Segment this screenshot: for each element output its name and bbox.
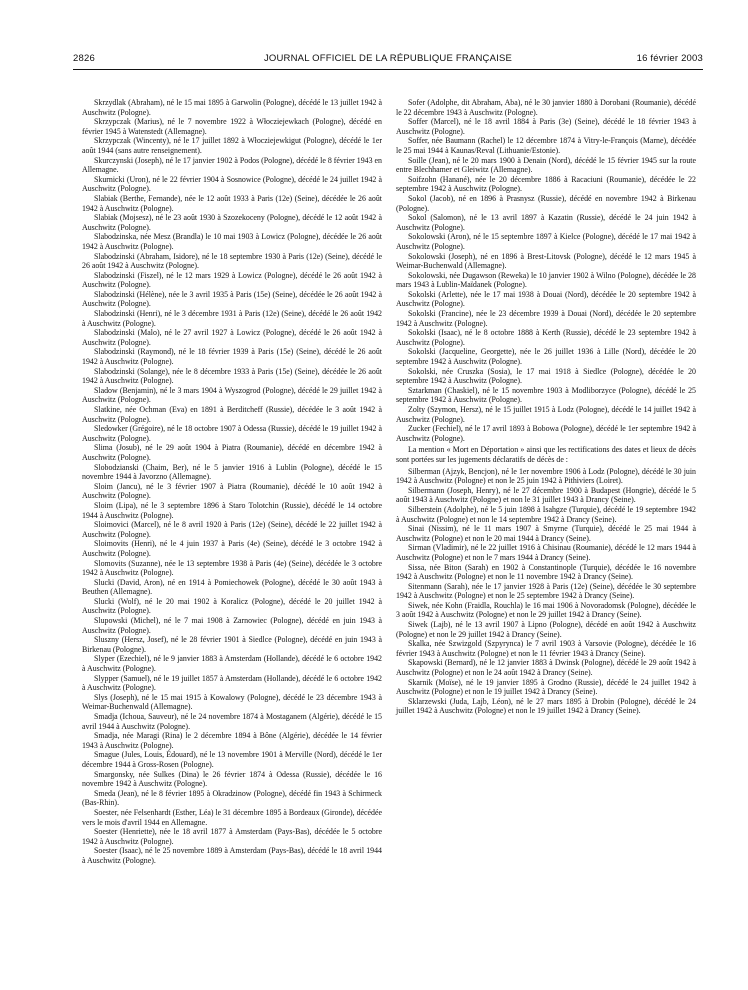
right-entry-28: Skalka, née Szwizgold (Szpyrynca) le 7 avril 1903 à Varsovie (Pologne), décédée le 16 février 1943 à Auschwitz (Pologne) et non le 11 février 1943 à Drancy (Seine). bbox=[396, 639, 696, 658]
right-column bbox=[396, 98, 696, 716]
left-entry-37: Soester, née Felsenhardt (Esther, Léa) le 31 décembre 1895 à Bordeaux (Gironde), décédée vers le mois d'avril 1944 en Allemagne. bbox=[82, 807, 382, 827]
left-entry-30: Slypper (Samuel), né le 19 juillet 1857 à Amsterdam (Hollande), décédé le 6 octobre 1942 à Auschwitz (Pologne). bbox=[82, 673, 382, 693]
left-entry-12: Slabodzinski (Malo), né le 27 avril 1927 à Lowicz (Pologne), décédé le 26 août 1942 à Auschwitz (Pologne). bbox=[82, 328, 382, 347]
left-entry-39: Soester (Isaac), né le 25 novembre 1889 à Amsterdam (Pays-Bas), décédé le 18 avril 1944 à Auschwitz (Pologne). bbox=[82, 846, 382, 865]
right-entry-21: Silberstein (Adolphe), né le 5 juin 1898 à Isahgze (Turquie), décédé le 19 septembre 1942 à Auschwitz (Pologne) et non le 14 septembre 1942 à Drancy (Seine). bbox=[396, 504, 696, 524]
left-entry-34: Smague (Jules, Louis, Édouard), né le 13 novembre 1901 à Merville (Nord), décédé le 1er décembre 1944 à Gross-Rosen (Pologne). bbox=[82, 750, 382, 769]
left-entry-25: Slucki (David, Aron), né en 1914 à Pomiechowek (Pologne), décédé le 30 août 1943 à Beuthen (Allemagne). bbox=[82, 577, 382, 597]
right-entry-14: Sokolski, née Cruszka (Sosia), le 17 mai 1918 à Siedlce (Pologne), décédée le 20 septembre 1942 à Auschwitz (Pologne). bbox=[396, 366, 696, 386]
left-entry-14: Slabodzinski (Solange), née le 8 décembre 1933 à Paris (15e) (Seine), décédée le 26 août 1942 à Auschwitz (Pologne). bbox=[82, 366, 382, 386]
right-entry-2: Soffer, née Baumann (Rachel) le 12 décembre 1874 à Vitry-le-François (Marne), décédée le 25 mai 1944 à Kaunas/Reval (Lithuanie/Estonie). bbox=[396, 136, 696, 155]
left-entry-5: Slabiak (Berthe, Fernande), née le 12 août 1933 à Paris (12e) (Seine), décédée le 26 août 1942 à Auschwitz (Pologne). bbox=[82, 193, 382, 213]
right-entry-19: Silberman (Ajzyk, Bencjon), né le 1er novembre 1906 à Lodz (Pologne), décédé le 30 juin 1942 à Auschwitz (Pologne) et non le 25 juin 1942 à Pithiviers (Loiret). bbox=[396, 466, 696, 486]
left-entry-11: Slabodzinski (Henri), né le 3 décembre 1931 à Paris (12e) (Seine), décédé le 26 août 1942 à Auschwitz (Pologne). bbox=[82, 309, 382, 328]
right-entry-16: Zolty (Szymon, Hersz), né le 15 juillet 1915 à Lodz (Pologne), décédé le 14 juillet 1942 à Auschwitz (Pologne). bbox=[396, 405, 696, 424]
issue-date: 16 février 2003 bbox=[636, 53, 703, 64]
right-entry-8: Sokolowski (Joseph), né en 1896 à Brest-Litovsk (Pologne), décédé le 12 mars 1945 à Weimar-Buchenwald (Allemagne). bbox=[396, 251, 696, 271]
left-entry-26: Slucki (Wolf), né le 20 mai 1902 à Koralicz (Pologne), décédé le 20 juillet 1942 à Auschwitz (Pologne). bbox=[82, 596, 382, 616]
left-entry-27: Slupowski (Michel), né le 7 mai 1908 à Zarnowiec (Pologne), décédé en juin 1943 à Auschwitz (Pologne). bbox=[82, 616, 382, 635]
left-entry-28: Sluszny (Hersz, Josef), né le 28 février 1901 à Siedlce (Pologne), décédé en juin 1943 à Birkenau (Pologne). bbox=[82, 635, 382, 654]
right-entry-30: Skarnik (Moïse), né le 19 janvier 1895 à Grodno (Russie), décédé le 24 juillet 1942 à Auschwitz (Pologne) et non le 19 juillet 1942 à Drancy (Seine). bbox=[396, 677, 696, 697]
right-entry-11: Sokolski (Francine), née le 23 décembre 1939 à Douai (Nord), décédée le 20 septembre 1942 à Auschwitz (Pologne). bbox=[396, 309, 696, 328]
right-entry-25: Sitenmann (Sarah), née le 17 janvier 1928 à Paris (12e) (Seine), décédée le 30 septembre 1942 à Auschwitz (Pologne) et non le 25 septembre 1942 à Drancy (Seine). bbox=[396, 581, 696, 601]
right-entry-5: Sokol (Jacob), né en 1896 à Prasnysz (Russie), décédé en novembre 1942 à Birkenau (Pologne). bbox=[396, 193, 696, 213]
left-entry-16: Slatkine, née Ochman (Eva) en 1891 à Berditcheff (Russie), décédée le 3 août 1942 à Auschwitz (Pologne). bbox=[82, 405, 382, 424]
left-entry-0: Skrzydlak (Abraham), né le 15 mai 1895 à Garwolin (Pologne), décédé le 13 juillet 1942 à Auschwitz (Pologne). bbox=[82, 98, 382, 117]
right-entry-6: Sokol (Salomon), né le 13 avril 1897 à Kazatin (Russie), décédé le 24 juin 1942 à Auschwitz (Pologne). bbox=[396, 213, 696, 232]
header-rule bbox=[73, 69, 703, 70]
left-entry-35: Smargonsky, née Sulkes (Dina) le 26 février 1874 à Odessa (Russie), décédée le 16 novembre 1942 à Auschwitz (Pologne). bbox=[82, 769, 382, 789]
page-header bbox=[73, 53, 703, 69]
right-entry-23: Sirman (Vladimir), né le 22 juillet 1916 à Chisinau (Roumanie), décédé le 12 mars 1944 à Auschwitz (Pologne) et non le 7 mars 1944 à Drancy (Seine). bbox=[396, 543, 696, 562]
left-entry-13: Slabodzinski (Raymond), né le 18 février 1939 à Paris (15e) (Seine), décédé le 26 août 1942 à Auschwitz (Pologne). bbox=[82, 347, 382, 367]
right-entry-15: Sztarkman (Chaskiel), né le 15 novembre 1903 à Modliborzyce (Pologne), décédé le 25 septembre 1942 à Auschwitz (Pologne). bbox=[396, 385, 696, 405]
right-entry-26: Siwek, née Kohn (Fraidla, Rouchla) le 16 mai 1906 à Novoradomsk (Pologne), décédée le 3 août 1942 à Auschwitz (Pologne) et non le 29 juillet 1942 à Drancy (Seine). bbox=[396, 600, 696, 620]
left-entry-22: Sloimovici (Marcel), né le 8 avril 1920 à Paris (12e) (Seine), décédé le 22 juillet 1942 à Auschwitz (Pologne). bbox=[82, 520, 382, 539]
right-entry-10: Sokolski (Arlette), née le 17 mai 1938 à Douai (Nord), décédée le 20 septembre 1942 à Auschwitz (Pologne). bbox=[396, 289, 696, 309]
left-column bbox=[82, 98, 382, 866]
right-entry-24: Sissa, née Biton (Sarah) en 1902 à Constantinople (Turquie), décédée le 16 novembre 1942 à Auschwitz (Pologne) et non le 11 novembre 1942 à Drancy (Seine). bbox=[396, 562, 696, 582]
right-entry-20: Silbermann (Joseph, Henry), né le 27 décembre 1900 à Budapest (Hongrie), décédé le 5 août 1943 à Auschwitz (Pologne) et non le 31 juillet 1943 à Drancy (Seine). bbox=[396, 485, 696, 505]
left-entry-24: Slomovits (Suzanne), née le 13 septembre 1938 à Paris (4e) (Seine), décédée le 3 octobre 1942 à Auschwitz (Pologne). bbox=[82, 558, 382, 578]
left-entry-17: Sledowker (Grégoire), né le 18 octobre 1907 à Odessa (Russie), décédé le 19 juillet 1942 à Auschwitz (Pologne). bbox=[82, 424, 382, 443]
left-entry-9: Slabodzinski (Fiszel), né le 12 mars 1929 à Lowicz (Pologne), décédé le 26 août 1942 à Auschwitz (Pologne). bbox=[82, 270, 382, 290]
journal-title: JOURNAL OFFICIEL DE LA RÉPUBLIQUE FRANÇAISE bbox=[263, 53, 513, 64]
left-entry-33: Smadja, née Maragi (Rina) le 2 décembre 1894 à Bône (Algérie), décédée le 14 février 1943 à Auschwitz (Pologne). bbox=[82, 731, 382, 750]
left-entry-7: Slabodzinska, née Mesz (Brandla) le 10 mai 1903 à Lowicz (Pologne), décédée le 26 août 1942 à Auschwitz (Pologne). bbox=[82, 232, 382, 251]
right-entry-27: Siwek (Lajb), né le 13 avril 1907 à Lipno (Pologne), décédé en août 1942 à Auschwitz (Pologne) et non le 29 juillet 1942 à Drancy (Seine). bbox=[396, 620, 696, 639]
left-entry-2: Skrzypczak (Wincenty), né le 17 juillet 1892 à Włocziejewkigut (Pologne), décédé le 1er août 1944 (sans autre renseignement). bbox=[82, 136, 382, 155]
left-entry-10: Slabodzinski (Hélène), née le 3 avril 1935 à Paris (15e) (Seine), décédée le 26 août 1942 à Auschwitz (Pologne). bbox=[82, 289, 382, 309]
right-entry-9: Sokolowski, née Dugawson (Reweka) le 10 janvier 1902 à Wilno (Pologne), décédée le 28 mars 1943 à Lublin-Maïdanek (Pologne). bbox=[396, 270, 696, 290]
left-entry-18: Slima (Josub), né le 29 août 1904 à Piatra (Roumanie), décédé en décembre 1942 à Auschwitz (Pologne). bbox=[82, 443, 382, 462]
left-entry-6: Slabiak (Mojsesz), né le 23 août 1930 à Szozekoceny (Pologne), décédé le 12 août 1942 à Auschwitz (Pologne). bbox=[82, 213, 382, 232]
left-entry-38: Soester (Henriette), née le 18 avril 1877 à Amsterdam (Pays-Bas), décédée le 5 octobre 1942 à Auschwitz (Pologne). bbox=[82, 827, 382, 846]
left-entry-29: Slyper (Ezechiel), né le 9 janvier 1883 à Amsterdam (Hollande), décédé le 6 octobre 1942 à Auschwitz (Pologne). bbox=[82, 654, 382, 674]
left-entry-31: Slys (Joseph), né le 15 mai 1915 à Kowalowy (Pologne), décédé le 23 décembre 1943 à Weimar-Buchenwald (Allemagne). bbox=[82, 692, 382, 712]
right-entry-13: Sokolski (Jacqueline, Georgette), née le 26 juillet 1936 à Lille (Nord), décédée le 20 septembre 1942 à Auschwitz (Pologne). bbox=[396, 347, 696, 367]
right-entry-4: Soifzohn (Hanané), née le 20 décembre 1886 à Racaciuni (Roumanie), décédée le 22 septembre 1942 à Auschwitz (Pologne). bbox=[396, 174, 696, 194]
left-entry-21: Sloim (Lipa), né le 3 septembre 1896 à Staro Tolotchin (Russie), décédé le 14 octobre 1944 à Auschwitz (Pologne). bbox=[82, 500, 382, 520]
right-entry-7: Sokolowski (Aron), né le 15 septembre 1897 à Kielce (Pologne), décédé le 17 mai 1942 à Auschwitz (Pologne). bbox=[396, 232, 696, 251]
right-entry-1: Soffer (Marcel), né le 18 avril 1884 à Paris (3e) (Seine), décédé le 18 février 1943 à Auschwitz (Pologne). bbox=[396, 117, 696, 136]
right-entry-29: Skapowski (Bernard), né le 12 janvier 1883 à Dwinsk (Pologne), décédé le 29 août 1942 à Auschwitz (Pologne) et non le 24 août 1942 à Drancy (Seine). bbox=[396, 658, 696, 678]
right-entry-0: Sofer (Adolphe, dit Abraham, Aba), né le 30 janvier 1880 à Dorobani (Roumanie), décédé le 22 décembre 1943 à Auschwitz (Pologne). bbox=[396, 98, 696, 117]
left-entry-36: Smeda (Jean), né le 8 février 1895 à Okradzinow (Pologne), décédé fin 1943 à Schirmeck (Bas-Rhin). bbox=[82, 788, 382, 808]
left-entry-23: Sloimovits (Henri), né le 4 juin 1937 à Paris (4e) (Seine), décédé le 3 octobre 1942 à Auschwitz (Pologne). bbox=[82, 539, 382, 558]
right-entry-17: Zucker (Fechiel), né le 17 avril 1893 à Bobowa (Pologne), décédé le 1er septembre 1942 à Auschwitz (Pologne). bbox=[396, 424, 696, 443]
page-number: 2826 bbox=[73, 53, 95, 64]
left-entry-1: Skrzypczak (Marius), né le 7 novembre 1922 à Włocziejewkach (Pologne), décédé en février 1945 à Watenstedt (Allemagne). bbox=[82, 117, 382, 136]
left-entry-15: Sladow (Benjamin), né le 3 mars 1904 à Wyszogrod (Pologne), décédé le 29 juillet 1942 à Auschwitz (Pologne). bbox=[82, 385, 382, 405]
left-entry-8: Slabodzinski (Abraham, Isidore), né le 18 septembre 1930 à Paris (12e) (Seine), décédé le 26 août 1942 à Auschwitz (Pologne). bbox=[82, 251, 382, 271]
right-entry-12: Sokolski (Isaac), né le 8 octobre 1888 à Kerth (Russie), décédé le 23 septembre 1942 à Auschwitz (Pologne). bbox=[396, 328, 696, 347]
right-entry-22: Sinai (Nissim), né le 11 mars 1907 à Smyrne (Turquie), décédé le 25 mai 1944 à Auschwitz (Pologne) et non le 20 mai 1944 à Drancy (Seine). bbox=[396, 524, 696, 543]
right-entry-18: La mention « Mort en Déportation » ainsi que les rectifications des dates et lieux de décès sont portées sur les jugements déclaratifs de décès de : bbox=[396, 445, 696, 464]
left-entry-19: Slobodzianski (Chaim, Ber), né le 5 janvier 1916 à Lublin (Pologne), décédé le 15 novembre 1944 à Javorzno (Allemagne). bbox=[82, 462, 382, 482]
right-entry-3: Soille (Jean), né le 20 mars 1900 à Denain (Nord), décédé le 15 février 1945 sur la route entre Blechhamer et Gleiwitz (Allemagne). bbox=[396, 155, 696, 175]
left-entry-3: Skurczynski (Joseph), né le 17 janvier 1902 à Podos (Pologne), décédé le 8 février 1943 en Allemagne. bbox=[82, 155, 382, 175]
left-entry-20: Sloim (Jancu), né le 3 février 1907 à Piatra (Roumanie), décédé le 10 août 1942 à Auschwitz (Pologne). bbox=[82, 481, 382, 501]
left-entry-4: Skurnicki (Uron), né le 22 février 1904 à Sosnowice (Pologne), décédé le 24 juillet 1942 à Auschwitz (Pologne). bbox=[82, 174, 382, 194]
left-entry-32: Smadja (Ichoua, Sauveur), né le 24 novembre 1874 à Mostaganem (Algérie), décédé le 15 avril 1944 à Auschwitz (Pologne). bbox=[82, 712, 382, 731]
right-entry-31: Sklarzewski (Juda, Lajb, Léon), né le 27 mars 1895 à Drobin (Pologne), décédé le 24 juillet 1942 à Auschwitz (Pologne) et non le 19 juillet 1942 à Drancy (Seine). bbox=[396, 696, 696, 716]
